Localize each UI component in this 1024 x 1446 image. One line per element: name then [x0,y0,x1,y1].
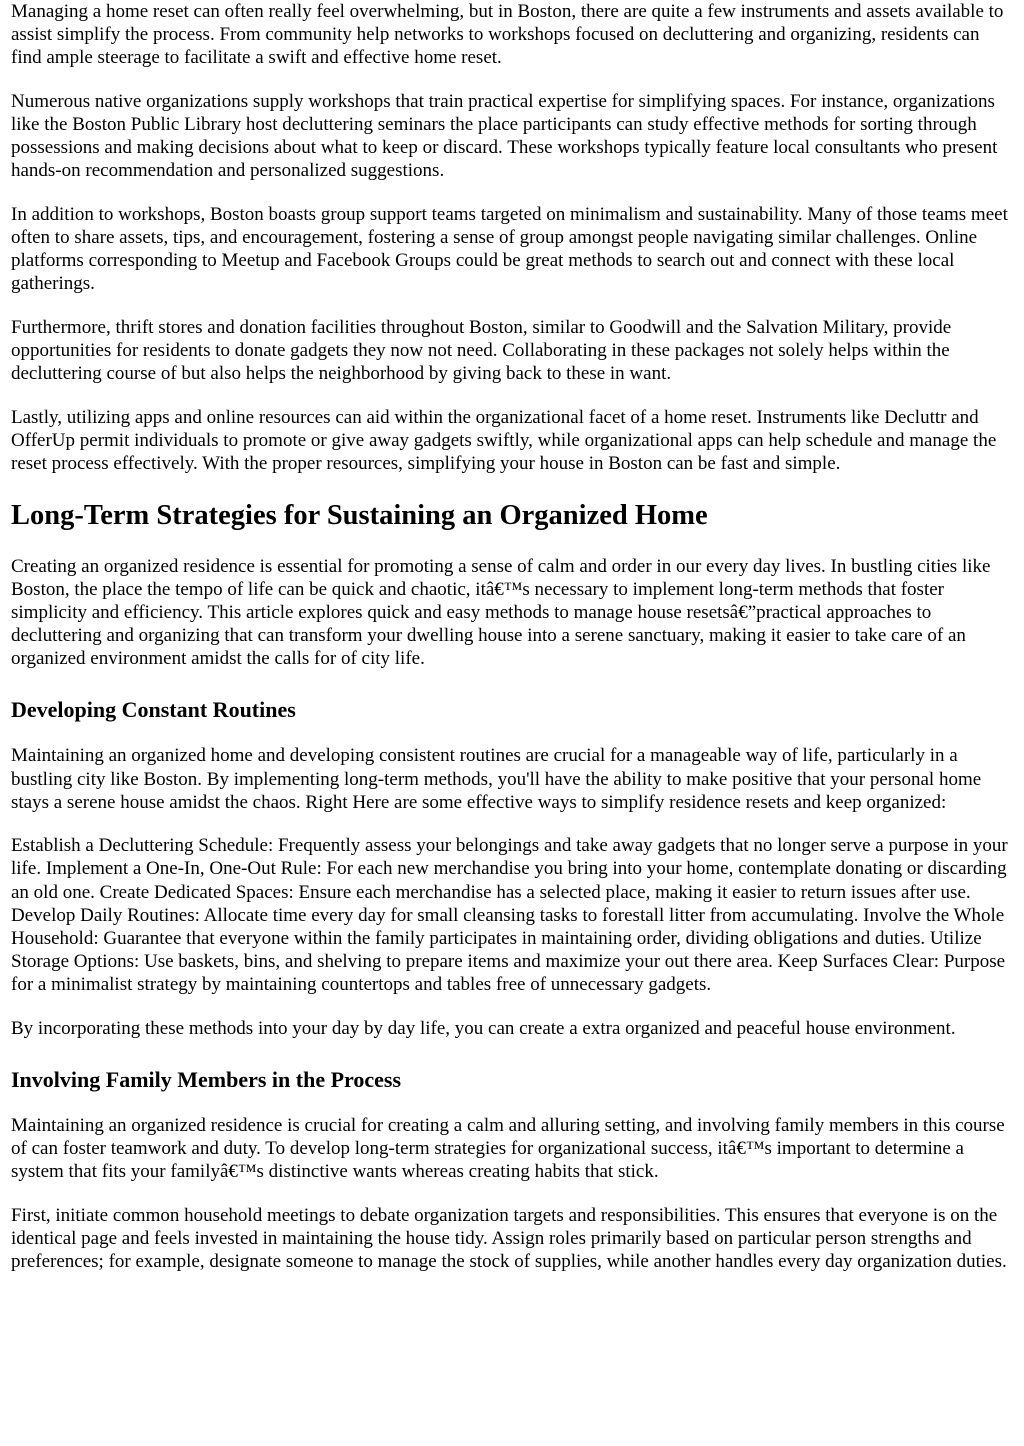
subsection-heading-routines: Developing Constant Routines [11,697,296,723]
intro-paragraph-4: Furthermore, thrift stores and donation facilities throughout Boston, similar to Goodwill and the Salvation Military, provide opportunities for residents to donate gadgets they now not need. Collaborating in these packages not solely helps within the decluttering course of but also helps the neighborhood by giving back to these in want. [11,316,952,384]
family-paragraph-2: First, initiate common household meetings to debate organization targets and responsibilities. This ensures that everyone is on the identical page and feels invested in maintaining the house tidy. Assign roles primarily based on particular person strengths and preferences; for example, designate someone to manage the stock of supplies, while another handles every day organization duties. [11,1204,1007,1272]
intro-paragraph-5: Lastly, utilizing apps and online resources can aid within the organizational facet of a home reset. Instruments like Decluttr and OfferUp permit individuals to promote or give away gadgets swiftly, while organizational apps can help schedule and manage the reset process effectively. With the proper resources, simplifying your house in Boston can be fast and simple. [11,406,997,474]
routines-paragraph-3: By incorporating these methods into your day by day life, you can create a extra organized and peaceful house environment. [11,1017,956,1039]
intro-paragraph-1: Managing a home reset can often really feel overwhelming, but in Boston, there are quite a few instruments and assets available to assist simplify the process. From community help networks to workshops focused on decluttering and organizing, residents can find ample steerage to facilitate a swift and effective home reset. [11,1,1004,69]
intro-paragraph-3: In addition to workshops, Boston boasts group support teams targeted on minimalism and sustainability. Many of those teams meet often to share assets, tips, and encouragement, fostering a sense of group amongst people navigating similar challenges. Online platforms corresponding to Meetup and Facebook Groups could be great methods to search out and connect with these local gatherings. [11,203,1008,295]
subsection-heading-family: Involving Family Members in the Process [11,1066,402,1092]
routines-paragraph-2: Establish a Decluttering Schedule: Frequently assess your belongings and take away gadgets that no longer serve a purpose in your life. Implement a One-In, One-Out Rule: For each new merchandise you bring into your home, contemplate donating or discarding an old one. Create Dedicated Spaces: Ensure each merchandise has a selected place, making it easier to return issues after use. Develop Daily Routines: Allocate time every day for small cleansing tasks to forestall litter from accumulating. Involve the Whole Household: Guarantee that everyone within the family participates in maintaining order, dividing obligations and duties. Utilize Storage Options: Use baskets, bins, and shelving to prepare items and maximize your out there area. Keep Surfaces Clear: Purpose for a minimalist strategy by maintaining countertops and tables free of unnecessary gadgets. [11,835,1008,995]
family-paragraph-1: Maintaining an organized residence is crucial for creating a calm and alluring setting, and involving family members in this course of can foster teamwork and duty. To develop long-term strategies for organizational success, itâ€™s important to determine a system that fits your familyâ€™s distinctive wants whereas creating habits that stick. [11,1114,1005,1182]
intro-paragraph-2: Numerous native organizations supply workshops that train practical expertise for simplifying spaces. For instance, organizations like the Boston Public Library host decluttering seminars the place participants can study effective methods for sorting through possessions and making decisions about what to keep or discard. These workshops typically feature local consultants who present hands-on recommendation and personalized suggestions. [11,90,998,182]
long-term-paragraph-1: Creating an organized residence is essential for promoting a sense of calm and order in our every day lives. In bustling cities like Boston, the place the tempo of life can be quick and chaotic, itâ€™s necessary to implement long-term methods that foster simplicity and efficiency. This article explores quick and easy methods to manage house resetsâ€”practical approaches to decluttering and organizing that can transform your dwelling house into a serene sanctuary, making it easier to take care of an organized environment amidst the calls for of city life. [11,555,991,670]
routines-paragraph-1: Maintaining an organized home and developing consistent routines are crucial for a manageable way of life, particularly in a bustling city like Boston. By implementing long-term methods, you'll have the ability to make positive that your personal home stays a serene house amidst the chaos. Right Here are some effective ways to simplify residence resets and keep organized: [11,745,982,813]
section-heading-long-term: Long-Term Strategies for Sustaining an Organized Home [11,499,708,531]
